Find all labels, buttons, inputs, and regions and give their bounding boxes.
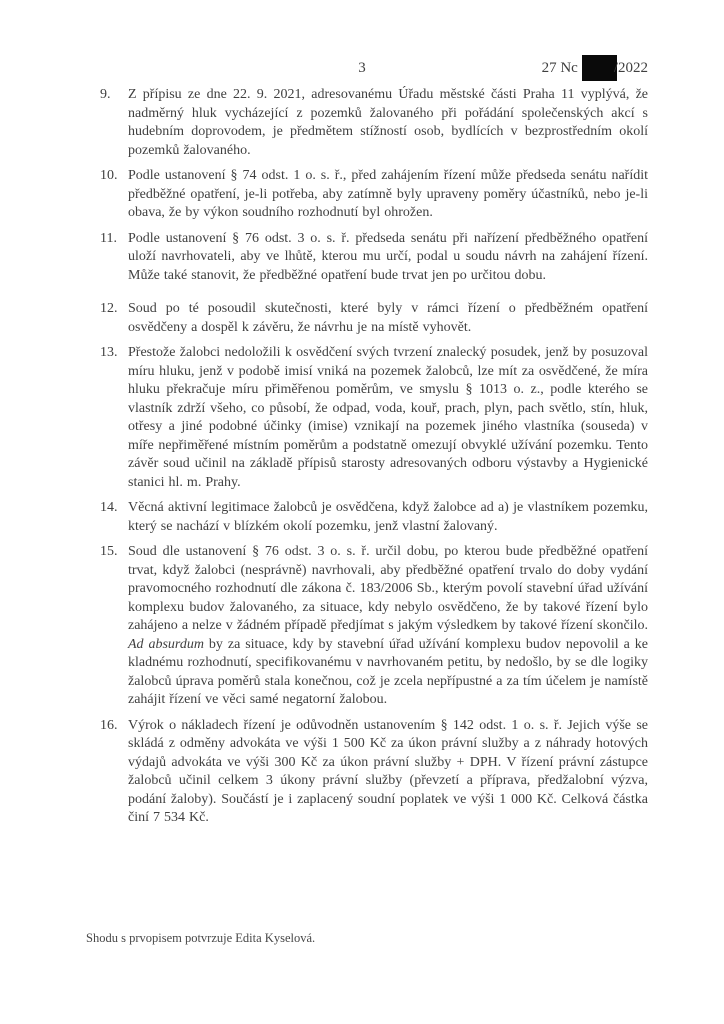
- paragraph-text: Soud po té posoudil skutečnosti, které byly v rámci řízení o předběžném opatření osvědčeny a dospěl k závěru, že návrhu je na místě vyhovět.: [128, 301, 648, 335]
- paragraph-11: [100, 230, 648, 286]
- paragraph-number: 10.: [100, 168, 118, 183]
- page-footer: [86, 930, 315, 946]
- paragraph-number: 9.: [100, 87, 111, 102]
- paragraph-text: Podle ustanovení § 76 odst. 3 o. s. ř. předseda senátu při nařízení předběžného opatření uloží navrhovateli, aby ve lhůtě, kterou mu určí, podal u soudu návrh na zahájení řízení. Může také stanovit, že předběžné opatření bude trvat jen po určitou dobu.: [128, 230, 648, 283]
- paragraph-text: Podle ustanovení § 74 odst. 1 o. s. ř., před zahájením řízení může předseda senátu nařídit předběžné opatření, je-li potřeba, aby zatímně byly upraveny poměry účastníků, nebo je-li obava, že by výkon soudního rozhodnutí byl ohrožen.: [128, 168, 648, 220]
- paragraph-14: [100, 499, 648, 536]
- paragraph-text: [128, 543, 648, 710]
- document-body: [100, 86, 648, 835]
- redaction-box: [582, 55, 617, 81]
- paragraph-15: [100, 543, 648, 710]
- paragraph-9: [100, 86, 648, 160]
- paragraph-text: Přestože žalobci nedoložili k osvědčení svých tvrzení znalecký posudek, jenž by posuzoval míru hluku, jenž v podobě imisí vniká na pozemek žalobců, lze mít za osvědčené, že míra hluku překračuje míru přiměřenou poměrům, ve smyslu § 1013 o. z., podle kterého se vlastník zdrží všeho, co působí, že odpad, voda, kouř, prach, plyn, pach světlo, stín, hluk, otřesy a jiné podobné účinky (imise) vznikají na pozemek jiného vlastníka (souseda) v míře nepřiměřené místním poměrům a podstatně omezují obvyklé užívání pozemku. Tento závěr soud učinil na základě přípisů starosty adresovaných odboru výstavby a Hygienické stanici hl. m. Prahy.: [128, 345, 648, 490]
- latin-phrase-italic: Ad absurdum: [128, 636, 204, 652]
- case-number-suffix: /2022: [613, 60, 648, 76]
- case-number: [542, 55, 648, 81]
- paragraph-13: [100, 344, 648, 492]
- paragraph-number: 12.: [100, 301, 118, 316]
- case-number-prefix: 27 Nc: [541, 60, 578, 76]
- paragraph-12: [100, 300, 648, 337]
- paragraph-10: [100, 167, 648, 223]
- paragraph-16: [100, 717, 648, 828]
- paragraph-text-segment: by za situace, kdy by stavební úřad užívání komplexu budov nepovolil a ke kladnému rozhodnutí, specifikovanému v navrhovaném petitu, by nedošlo, by se dle logiky žalobců úprava poměrů stala konečnou, což je zcela nepřípustné a za tím účelem je namístě zahájit řízení ve věci samé negatorní žalobou.: [128, 636, 648, 707]
- paragraph-text-segment: Soud dle ustanovení § 76 odst. 3 o. s. ř. určil dobu, po kterou bude předběžné opatření trvat, když žalobci (nesprávně) navrhovali, aby předběžné opatření trvalo do doby vydání pravomocného rozhodnutí dle zákona č. 183/2006 Sb., kterým povolí stavební úřad užívání komplexu budov žalovaného, za situace, kdy nebylo osvědčeno, že by takové řízení bylo zahájeno a nelze v žádném případě předjímat s jakým výsledkem by takové řízení skončilo.: [128, 544, 648, 633]
- paragraph-number: 13.: [100, 345, 118, 360]
- paragraph-number: 14.: [100, 500, 118, 515]
- paragraph-text: Z přípisu ze dne 22. 9. 2021, adresovanému Úřadu městské části Praha 11 vyplývá, že nadměrný hluk vycházející z pozemků žalovaného při pořádání společenských akcí s hudebním doprovodem, je předmětem stížností osob, bydlících v bezprostředním okolí pozemků žalovaného.: [128, 87, 648, 158]
- paragraph-number: 16.: [100, 717, 118, 733]
- paragraph-number: 11.: [100, 230, 117, 246]
- page-header: [0, 55, 724, 81]
- page-number: 3: [358, 60, 366, 76]
- paragraph-text: Věcná aktivní legitimace žalobců je osvědčena, když žalobce ad a) je vlastníkem pozemku, který se nachází v blízkém okolí pozemku, jenž vlastní žalovaný.: [128, 500, 648, 534]
- certification-line: Shodu s prvopisem potvrzuje Edita Kyselová.: [86, 931, 316, 945]
- paragraph-number: 15.: [100, 544, 118, 559]
- paragraph-text: Výrok o nákladech řízení je odůvodněn ustanovením § 142 odst. 1 o. s. ř. Jejich výše se skládá z odměny advokáta ve výši 1 500 Kč za úkon právní služby a z náhrady hotových výdajů advokáta ve výši 300 Kč za úkon právní služby + DPH. V řízení právní zástupce žalobců učinil celkem 3 úkony právní služby (převzetí a příprava, předžalobní výzva, podání žaloby). Součástí je i zaplacený soudní poplatek ve výši 1 000 Kč. Celková částka činí 7 534 Kč.: [128, 717, 648, 825]
